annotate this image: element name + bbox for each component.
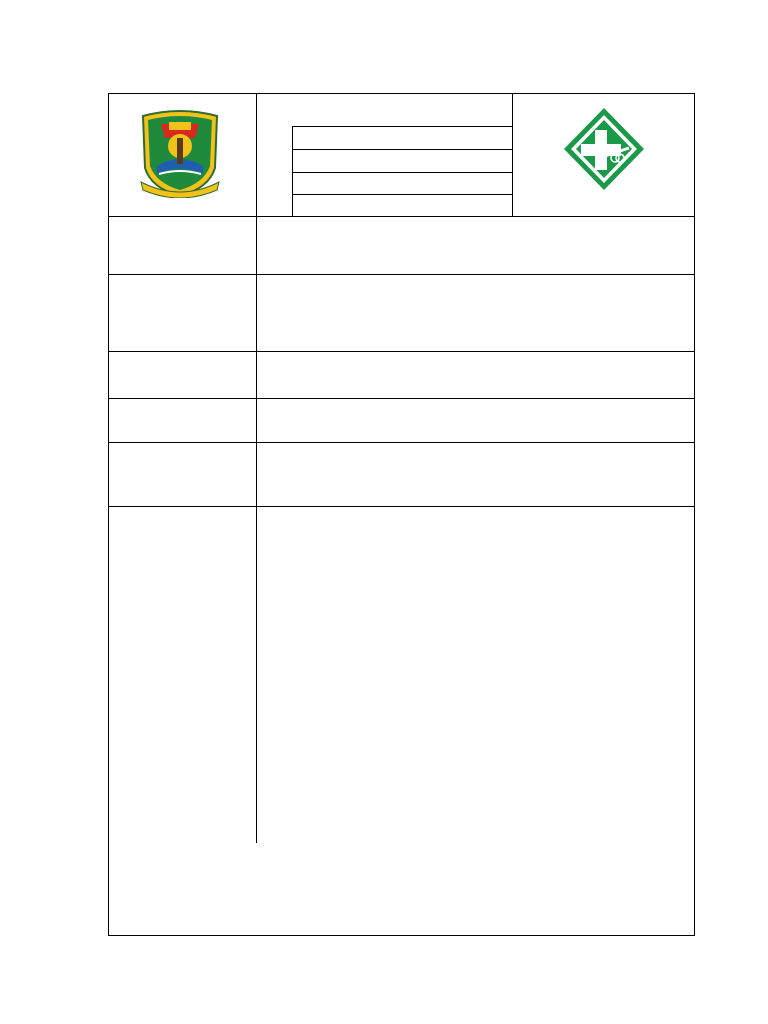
row-divider: [109, 398, 694, 399]
row-divider: [109, 274, 694, 275]
sop-document: [108, 93, 695, 936]
field-divider: [292, 126, 512, 127]
row-divider: [109, 351, 694, 352]
sop-divider: [292, 126, 293, 216]
field-divider: [292, 172, 512, 173]
row-divider: [109, 216, 694, 217]
row-divider: [109, 442, 694, 443]
field-divider: [292, 194, 512, 195]
logo-divider: [512, 94, 513, 216]
regency-crest-icon: [139, 108, 221, 198]
column-divider: [256, 94, 257, 843]
puskesmas-logo-icon: [559, 106, 649, 192]
row-divider: [109, 506, 694, 507]
field-divider: [292, 149, 512, 150]
